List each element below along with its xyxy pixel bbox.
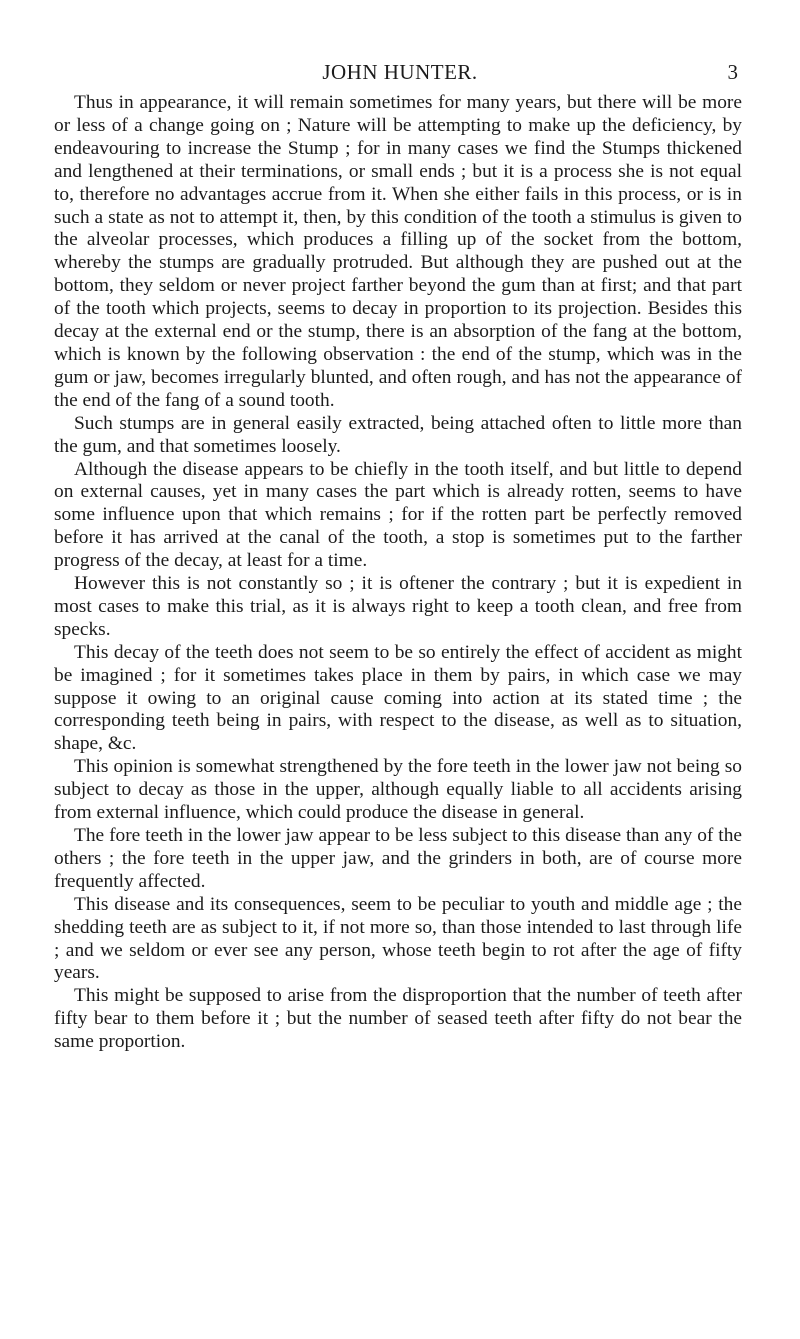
paragraph: This might be supposed to arise from the disproportion that the number of teeth after fifty bear to them before it ; but the number of seased teeth after fifty do not bear the same proportion. [54,985,742,1053]
paragraph: This disease and its consequences, seem to be peculiar to youth and middle age ; the shedding teeth are as subject to it, if not more so, than those intended to last through life ; and we seldom or ever see any person, whose teeth begin to rot after the age of fifty years. [54,893,742,984]
paragraph: This decay of the teeth does not seem to be so entirely the effect of accident as might be imagined ; for it sometimes takes place in them by pairs, in which case we may suppose it owing to an original cause coming into action at its stated time ; the corresponding teeth being in pairs, with respect to the disease, as well as to situation, shape, &c. [54,641,742,755]
paragraph: Thus in appearance, it will remain sometimes for many years, but there will be more or less of a change going on ; Nature will be attempting to make up the deficiency, by endeavouring to increase the Stump ; for in many cases we find the Stumps thickened and lengthened at their terminations, or small ends ; but it is a process she is not equal to, therefore no advantages accrue from it. When she either fails in this process, or is in such a state as not to attempt it, then, by this condition of the tooth a stimulus is given to the alveolar processes, which produces a filling up of the socket from the bottom, whereby the stumps are gradually protruded. But although they are pushed out at the bottom, they seldom or never project farther beyond the gum than at first; and that part of the tooth which projects, seems to decay in proportion to its projection. Besides this decay at the external end or the stump, there is an absorption of the fang at the bottom, which is known by the following observation : the end of the stump, which was in the gum or jaw, becomes irregularly blunted, and often rough, and has not the appearance of the end of the fang of a sound tooth. [54,92,742,411]
paragraph: This opinion is somewhat strengthened by the fore teeth in the lower jaw not being so subject to decay as those in the upper, although equally liable to all accidents arising from external influence, which could produce the disease in general. [54,756,742,824]
running-title: JOHN HUNTER. [322,60,478,84]
paragraph: Such stumps are in general easily extracted, being attached often to little more than the gum, and that sometimes loosely. [54,412,742,457]
page-number: 3 [727,60,738,84]
paragraph: However this is not constantly so ; it is oftener the contrary ; but it is expedient in most cases to make this trial, as it is always right to keep a tooth clean, and free from specks. [54,573,742,640]
running-head [62,58,738,86]
paragraph: Although the disease appears to be chiefly in the tooth itself, and but little to depend on external causes, yet in many cases the part which is already rotten, seems to have some influence upon that which remains ; for if the rotten part be perfectly removed before it has arrived at the canal of the tooth, a stop is sometimes put to the farther progress of the decay, at least for a time. [54,458,742,572]
paragraph: The fore teeth in the lower jaw appear to be less subject to this disease than any of the others ; the fore teeth in the upper jaw, and the grinders in both, are of course more frequently affected. [54,825,742,892]
body-text [54,92,742,1054]
